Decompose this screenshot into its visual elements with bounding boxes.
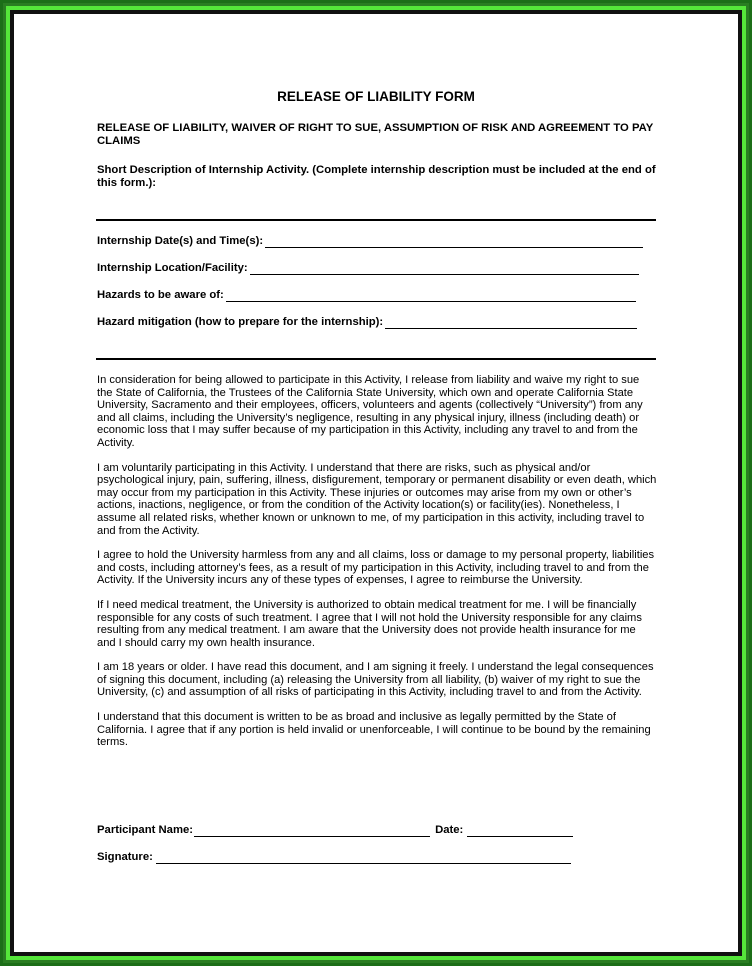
signature-field[interactable]: [97, 851, 571, 864]
short-description-label: Short Description of Internship Activity. (Complete internship description must be included at the end of this form.):: [97, 164, 656, 189]
hazards-label: Hazards to be aware of:: [97, 289, 224, 301]
hazard-mitigation-field[interactable]: [97, 316, 657, 329]
hazards-field[interactable]: [97, 289, 657, 302]
signature-label: Signature:: [97, 851, 153, 863]
form-page: [14, 14, 738, 952]
signature-line[interactable]: [156, 853, 571, 864]
form-title: RELEASE OF LIABILITY FORM: [277, 89, 475, 104]
paragraph-medical: If I need medical treatment, the University is authorized to obtain medical treatment for me. I will be financially responsible for any costs of such treatment. I agree that I will not hold the University responsible for any claims resulting from any medical treatment. I am aware that the University does not provide health insurance for me and I should carry my own health insurance.: [97, 598, 642, 649]
internship-location-label: Internship Location/Facility:: [97, 262, 248, 274]
participant-name-field[interactable]: [97, 824, 573, 837]
participant-name-label: Participant Name:: [97, 824, 194, 836]
hazard-mitigation-label: Hazard mitigation (how to prepare for the internship):: [97, 316, 384, 328]
participant-name-line[interactable]: [194, 826, 430, 837]
internship-dates-field[interactable]: [97, 235, 657, 248]
paragraph-consent: I am 18 years or older. I have read this document, and I am signing it freely. I understand the legal consequences of signing this document, including (a) releasing the University from all liability, (b) waiver of my right to sue the University, (c) and assumption of all risks of participating in this Activity, including travel to and from the Activity.: [97, 661, 654, 699]
paragraph-hold-harmless: I agree to hold the University harmless from any and all claims, loss or damage to my personal property, liabilities and costs, including attorney’s fees, as a result of my participation in this Activity, including travel to and from the Activity. If the University incurs any of these types of expenses, I agree to reimburse the University.: [97, 549, 655, 587]
date-label: Date:: [435, 824, 464, 836]
description-rule-bottom[interactable]: [96, 358, 656, 360]
internship-location-line[interactable]: [250, 264, 639, 275]
paragraph-release: In consideration for being allowed to participate in this Activity, I release from liability and waive my right to sue the State of California, the Trustees of the California State University, which own and operate California State University, Sacramento and their employees, officers, volunteers and agents (collectively “University”) from any and all claims, including the University’s negligence, resulting in any physical injury, illness (including death) or economic loss that I may suffer because of my participation in this Activity, including any travel to and from the Activity.: [97, 374, 643, 449]
internship-dates-line[interactable]: [265, 237, 643, 248]
hazards-line[interactable]: [226, 291, 636, 302]
date-line[interactable]: [467, 826, 573, 837]
form-subtitle: RELEASE OF LIABILITY, WAIVER OF RIGHT TO SUE, ASSUMPTION OF RISK AND AGREEMENT TO PAY CLAIMS: [97, 122, 654, 147]
internship-location-field[interactable]: [97, 262, 657, 275]
description-rule-top[interactable]: [96, 219, 656, 221]
internship-dates-label: Internship Date(s) and Time(s):: [97, 235, 264, 247]
release-terms: [97, 374, 657, 761]
paragraph-scope: I understand that this document is written to be as broad and inclusive as legally permitted by the State of California. I agree that if any portion is held invalid or unenforceable, I will continue to be bound by the remaining terms.: [97, 711, 651, 749]
paragraph-voluntary: I am voluntarily participating in this Activity. I understand that there are risks, such as physical and/or psychological injury, pain, suffering, illness, disfigurement, temporary or permanent disability or even death, which may occur from my participation in this Activity. These injuries or outcomes may arise from my own or other’s actions, inactions, negligence, or from the condition of the Activity location(s) or facility(ies). Nonetheless, I assume all related risks, whether known or unknown to me, of my participation in this activity, including travel to and from the Activity.: [97, 461, 657, 537]
hazard-mitigation-line[interactable]: [385, 318, 637, 329]
